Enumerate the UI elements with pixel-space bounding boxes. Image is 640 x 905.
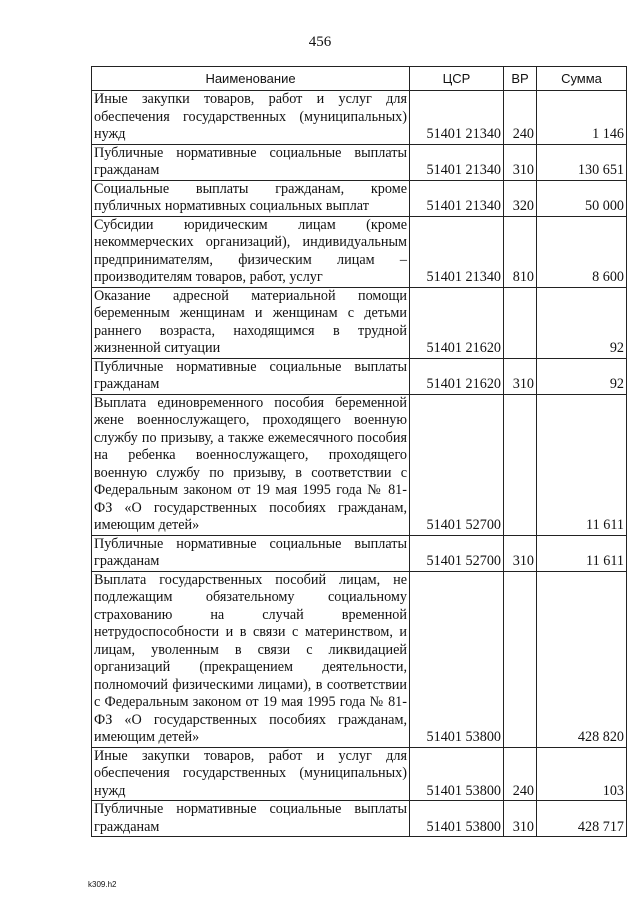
table-row [92,571,627,747]
row-sum: 11 611 [537,535,627,571]
row-name: Иные закупки товаров, работ и услуг для обеспечения государственных (муниципальных) нужд [92,91,410,145]
row-csr: 51401 53800 [410,747,504,801]
header-name: Наименование [92,67,410,91]
header-sum: Сумма [537,67,627,91]
budget-table [91,66,627,837]
row-vr: 310 [504,358,537,394]
row-sum: 103 [537,747,627,801]
document-code: k309.h2 [88,880,117,889]
header-csr: ЦСР [410,67,504,91]
row-csr: 51401 53800 [410,801,504,837]
row-vr: 240 [504,91,537,145]
page-number: 456 [308,34,332,50]
row-csr: 51401 21340 [410,91,504,145]
row-vr [504,287,537,358]
table-row [92,91,627,145]
row-vr: 310 [504,801,537,837]
table-row [92,394,627,535]
row-csr: 51401 53800 [410,571,504,747]
row-name: Публичные нормативные социальные выплаты гражданам [92,358,410,394]
row-name: Публичные нормативные социальные выплаты гражданам [92,801,410,837]
row-csr: 51401 21340 [410,180,504,216]
row-name: Публичные нормативные социальные выплаты гражданам [92,535,410,571]
row-sum: 8 600 [537,216,627,287]
row-csr: 51401 21620 [410,358,504,394]
table-row [92,287,627,358]
row-sum: 428 717 [537,801,627,837]
table-row [92,358,627,394]
row-name: Социальные выплаты гражданам, кроме публичных нормативных социальных выплат [92,180,410,216]
table-row [92,801,627,837]
header-vr: ВР [504,67,537,91]
row-name: Оказание адресной материальной помощи беременным женщинам и женщинам с детьми раннего возраста, находящимся в трудной жизненной ситуации [92,287,410,358]
table-row [92,144,627,180]
row-vr: 810 [504,216,537,287]
table-header-row [92,67,627,91]
row-csr: 51401 52700 [410,535,504,571]
row-name: Иные закупки товаров, работ и услуг для обеспечения государственных (муниципальных) нужд [92,747,410,801]
row-sum: 92 [537,358,627,394]
row-name: Субсидии юридическим лицам (кроме некоммерческих организаций), индивидуальным предпринимателям, физическим лицам – производителям товаров, работ, услуг [92,216,410,287]
row-vr: 320 [504,180,537,216]
row-name: Выплата единовременного пособия беременной жене военнослужащего, проходящего военную службу по призыву, а также ежемесячного пособия на ребенка военнослужащего, проходящего военную службу по призыву, в соответствии с Федеральным законом от 19 мая 1995 года № 81-ФЗ «О государственных пособиях гражданам, имеющим детей» [92,394,410,535]
row-sum: 428 820 [537,571,627,747]
row-vr [504,394,537,535]
row-csr: 51401 21340 [410,144,504,180]
row-name: Публичные нормативные социальные выплаты гражданам [92,144,410,180]
row-csr: 51401 52700 [410,394,504,535]
row-vr: 310 [504,535,537,571]
row-vr: 240 [504,747,537,801]
row-csr: 51401 21620 [410,287,504,358]
row-sum: 11 611 [537,394,627,535]
table-row [92,180,627,216]
table-row [92,216,627,287]
row-sum: 92 [537,287,627,358]
row-vr: 310 [504,144,537,180]
table-row [92,535,627,571]
row-sum: 50 000 [537,180,627,216]
table-row [92,747,627,801]
row-sum: 130 651 [537,144,627,180]
row-sum: 1 146 [537,91,627,145]
row-name: Выплата государственных пособий лицам, не подлежащим обязательному социальному страхованию на случай временной нетрудоспособности и в связи с материнством, и лицам, уволенным в связи с ликвидацией организаций (прекращением деятельности, полномочий физическими лицами), в соответствии с Федеральным законом от 19 мая 1995 года № 81-ФЗ «О государственных пособиях гражданам, имеющим детей» [92,571,410,747]
row-csr: 51401 21340 [410,216,504,287]
row-vr [504,571,537,747]
